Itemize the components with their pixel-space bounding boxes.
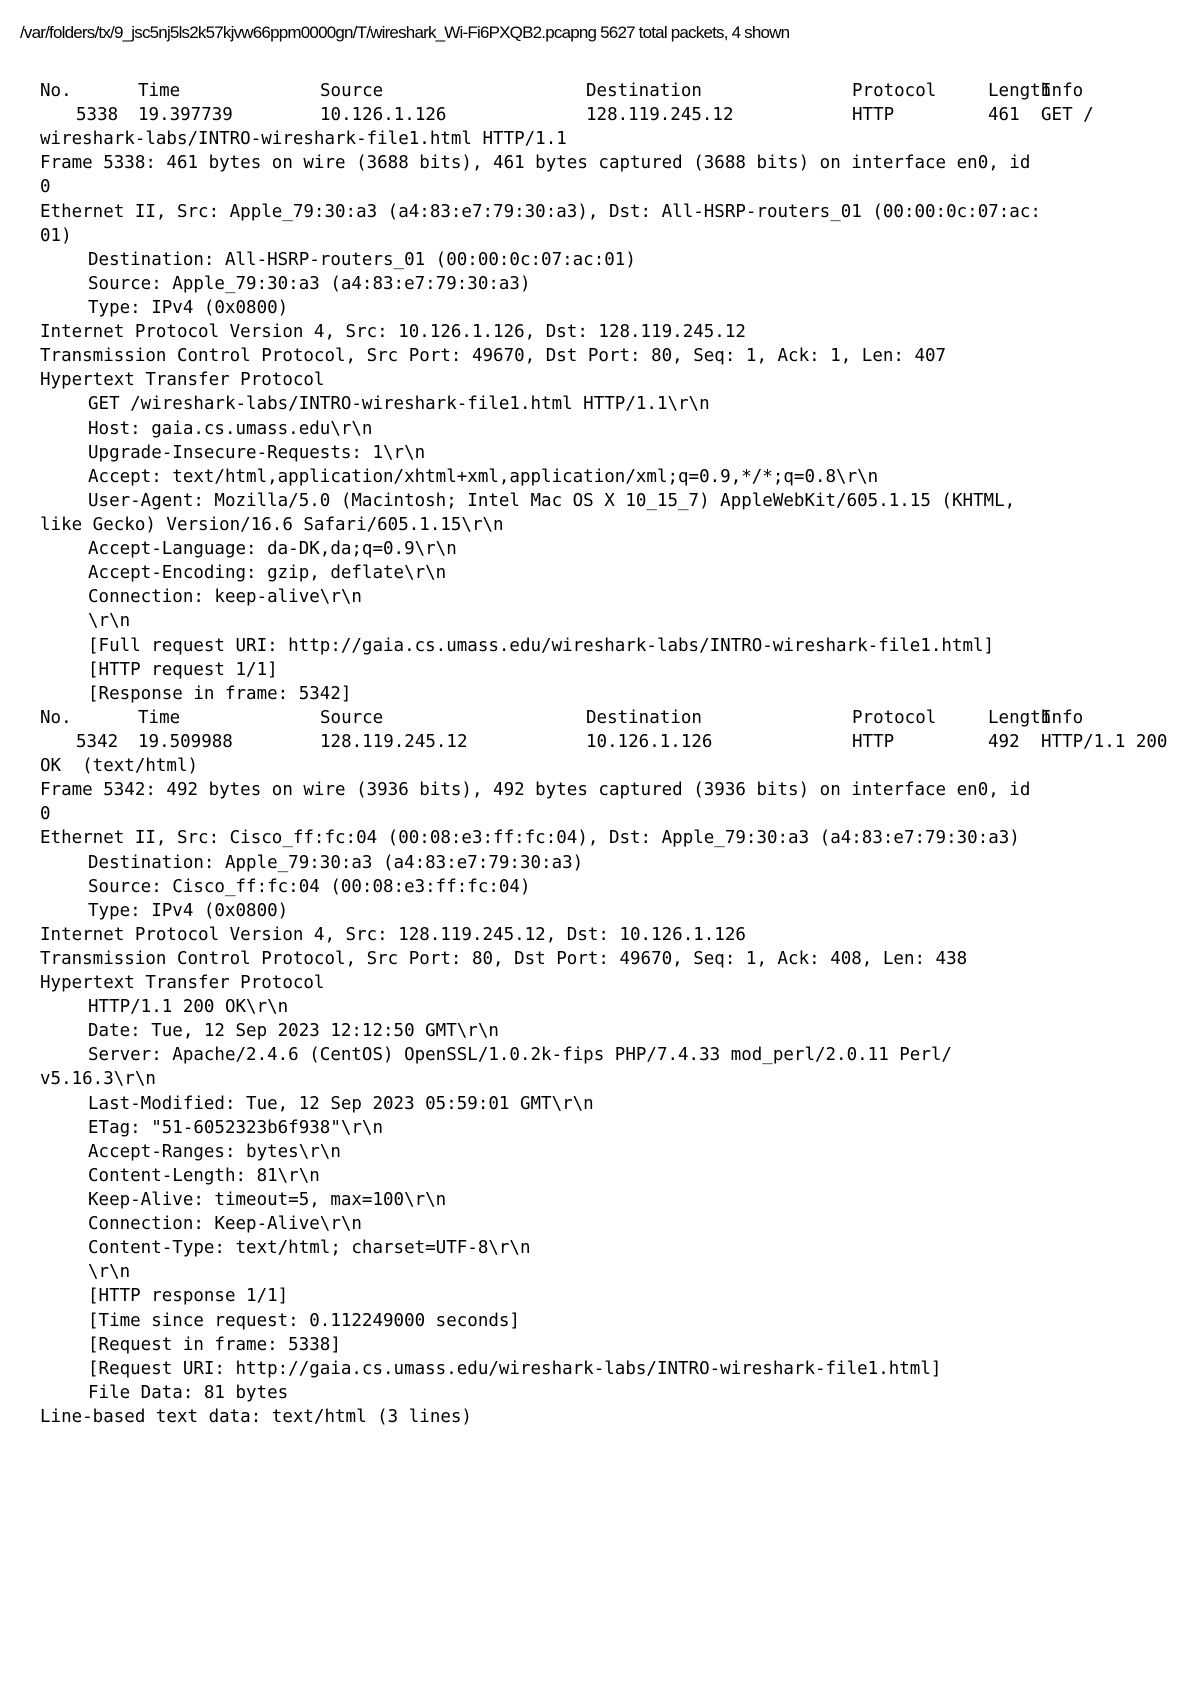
column-header-info: Info	[1041, 707, 1084, 728]
packet-length: 492	[988, 731, 1020, 752]
column-header-destination: Destination	[586, 81, 702, 101]
packet-number: 5342	[76, 731, 119, 752]
ethernet-line: Ethernet II, Src: Cisco_ff:fc:04 (00:08:e3:ff:fc:04), Dst: Apple_79:30:a3 (a4:83:e7:79:30:a3)	[40, 828, 1020, 849]
http-crlf: \r\n	[88, 1262, 131, 1283]
http-accept-ranges: Accept-Ranges: bytes\r\n	[88, 1141, 341, 1162]
ethernet-line-wrap: 01)	[40, 225, 72, 246]
http-server-wrap: v5.16.3\r\n	[40, 1069, 156, 1090]
http-keep-alive: Keep-Alive: timeout=5, max=100\r\n	[88, 1190, 447, 1211]
http-last-modified: Last-Modified: Tue, 12 Sep 2023 05:59:01 GMT\r\n	[88, 1093, 594, 1114]
http-server: Server: Apache/2.4.6 (CentOS) OpenSSL/1.0.2k-fips PHP/7.4.33 mod_perl/2.0.11 Perl/	[88, 1045, 952, 1066]
column-header-time: Time	[138, 707, 181, 728]
http-host: Host: gaia.cs.umass.edu\r\n	[88, 418, 373, 439]
packet-summary-row	[40, 103, 1185, 127]
eth-type: Type: IPv4 (0x0800)	[88, 297, 289, 318]
packet-info: HTTP/1.1 200	[1041, 731, 1168, 752]
http-accept-language: Accept-Language: da-DK,da;q=0.9\r\n	[88, 539, 457, 560]
packet-source: 10.126.1.126	[320, 105, 447, 126]
packet-time: 19.509988	[138, 731, 233, 752]
column-header-no: No.	[40, 707, 72, 728]
http-request-uri: [Request URI: http://gaia.cs.umass.edu/wireshark-labs/INTRO-wireshark-file1.html]	[88, 1358, 942, 1379]
tcp-line: Transmission Control Protocol, Src Port: 80, Dst Port: 49670, Seq: 1, Ack: 408, Len: 438	[40, 948, 968, 969]
http-request-line: GET /wireshark-labs/INTRO-wireshark-file1.html HTTP/1.1\r\n	[88, 394, 710, 415]
http-crlf: \r\n	[88, 611, 131, 632]
frame-line: Frame 5338: 461 bytes on wire (3688 bits), 461 bytes captured (3688 bits) on interface en0, id	[40, 153, 1031, 174]
eth-destination: Destination: Apple_79:30:a3 (a4:83:e7:79:30:a3)	[88, 852, 584, 873]
packet-length: 461	[988, 105, 1020, 126]
frame-line-wrap: 0	[40, 177, 51, 198]
line-based-text-data: Line-based text data: text/html (3 lines)	[40, 1407, 472, 1428]
column-header-length: Length	[988, 81, 1052, 101]
http-response-in-frame: [Response in frame: 5342]	[88, 683, 352, 704]
http-status-line: HTTP/1.1 200 OK\r\n	[88, 997, 289, 1018]
packet-summary-row	[40, 730, 1185, 754]
packet-destination: 10.126.1.126	[586, 731, 713, 752]
packet-info-wrap: wireshark-labs/INTRO-wireshark-file1.html HTTP/1.1	[40, 129, 567, 150]
column-header-no: No.	[40, 81, 72, 101]
http-etag: ETag: "51-6052323b6f938"\r\n	[88, 1117, 384, 1138]
http-accept: Accept: text/html,application/xhtml+xml,application/xml;q=0.9,*/*;q=0.8\r\n	[88, 466, 879, 487]
http-request-count: [HTTP request 1/1]	[88, 659, 278, 680]
column-header-destination: Destination	[586, 707, 702, 728]
http-upgrade-insecure: Upgrade-Insecure-Requests: 1\r\n	[88, 442, 426, 463]
packet-protocol: HTTP	[852, 731, 895, 752]
column-header-time: Time	[138, 81, 181, 101]
ethernet-line: Ethernet II, Src: Apple_79:30:a3 (a4:83:e7:79:30:a3), Dst: All-HSRP-routers_01 (00:00:0c:07:ac:	[40, 201, 1041, 222]
ip-line: Internet Protocol Version 4, Src: 128.119.245.12, Dst: 10.126.1.126	[40, 924, 746, 945]
column-header-protocol: Protocol	[852, 81, 937, 101]
http-accept-encoding: Accept-Encoding: gzip, deflate\r\n	[88, 563, 447, 584]
tcp-line: Transmission Control Protocol, Src Port: 49670, Dst Port: 80, Seq: 1, Ack: 1, Len: 407	[40, 346, 947, 367]
eth-type: Type: IPv4 (0x0800)	[88, 900, 289, 921]
packet-dump	[40, 79, 1185, 1429]
http-connection: Connection: Keep-Alive\r\n	[88, 1214, 362, 1235]
capture-file-path: /var/folders/tx/9_jsc5nj5ls2k57kjvw66ppm0000gn/T/wireshark_Wi-Fi6PXQB2.pcapng	[20, 23, 597, 42]
http-date: Date: Tue, 12 Sep 2023 12:12:50 GMT\r\n	[88, 1021, 499, 1042]
eth-source: Source: Apple_79:30:a3 (a4:83:e7:79:30:a3)	[88, 273, 531, 294]
eth-destination: Destination: All-HSRP-routers_01 (00:00:0c:07:ac:01)	[88, 249, 636, 270]
packet-block	[40, 706, 1185, 1429]
packet-protocol: HTTP	[852, 105, 895, 126]
eth-source: Source: Cisco_ff:fc:04 (00:08:e3:ff:fc:04)	[88, 876, 531, 897]
http-content-length: Content-Length: 81\r\n	[88, 1165, 320, 1186]
http-line: Hypertext Transfer Protocol	[40, 370, 325, 391]
http-response-count: [HTTP response 1/1]	[88, 1286, 289, 1307]
column-header-info: Info	[1041, 81, 1084, 101]
packet-destination: 128.119.245.12	[586, 105, 734, 126]
http-line: Hypertext Transfer Protocol	[40, 973, 325, 994]
packet-source: 128.119.245.12	[320, 731, 468, 752]
http-request-in-frame: [Request in frame: 5338]	[88, 1334, 341, 1355]
http-content-type: Content-Type: text/html; charset=UTF-8\r\n	[88, 1238, 531, 1259]
packet-info: GET /	[1041, 105, 1094, 126]
http-user-agent: User-Agent: Mozilla/5.0 (Macintosh; Intel Mac OS X 10_15_7) AppleWebKit/605.1.15 (KHTML,	[88, 490, 1016, 511]
column-header-row	[40, 79, 1185, 103]
packet-time: 19.397739	[138, 105, 233, 126]
column-header-row	[40, 706, 1185, 730]
column-header-source: Source	[320, 81, 384, 101]
page-header	[20, 21, 1180, 45]
ip-line: Internet Protocol Version 4, Src: 10.126.1.126, Dst: 128.119.245.12	[40, 322, 746, 343]
packet-count-summary: 5627 total packets, 4 shown	[600, 23, 790, 42]
http-connection: Connection: keep-alive\r\n	[88, 587, 362, 608]
packet-info-wrap: OK (text/html)	[40, 756, 199, 777]
http-file-data: File Data: 81 bytes	[88, 1382, 289, 1403]
http-full-request-uri: [Full request URI: http://gaia.cs.umass.edu/wireshark-labs/INTRO-wireshark-file1.html]	[88, 635, 995, 656]
http-time-since-request: [Time since request: 0.112249000 seconds]	[88, 1310, 520, 1331]
packet-number: 5338	[76, 105, 119, 126]
packet-block	[40, 79, 1185, 706]
frame-line-wrap: 0	[40, 804, 51, 825]
column-header-length: Length	[988, 707, 1052, 728]
http-user-agent-wrap: like Gecko) Version/16.6 Safari/605.1.15\r\n	[40, 514, 504, 535]
column-header-protocol: Protocol	[852, 707, 937, 728]
frame-line: Frame 5342: 492 bytes on wire (3936 bits), 492 bytes captured (3936 bits) on interface en0, id	[40, 780, 1031, 801]
column-header-source: Source	[320, 707, 384, 728]
